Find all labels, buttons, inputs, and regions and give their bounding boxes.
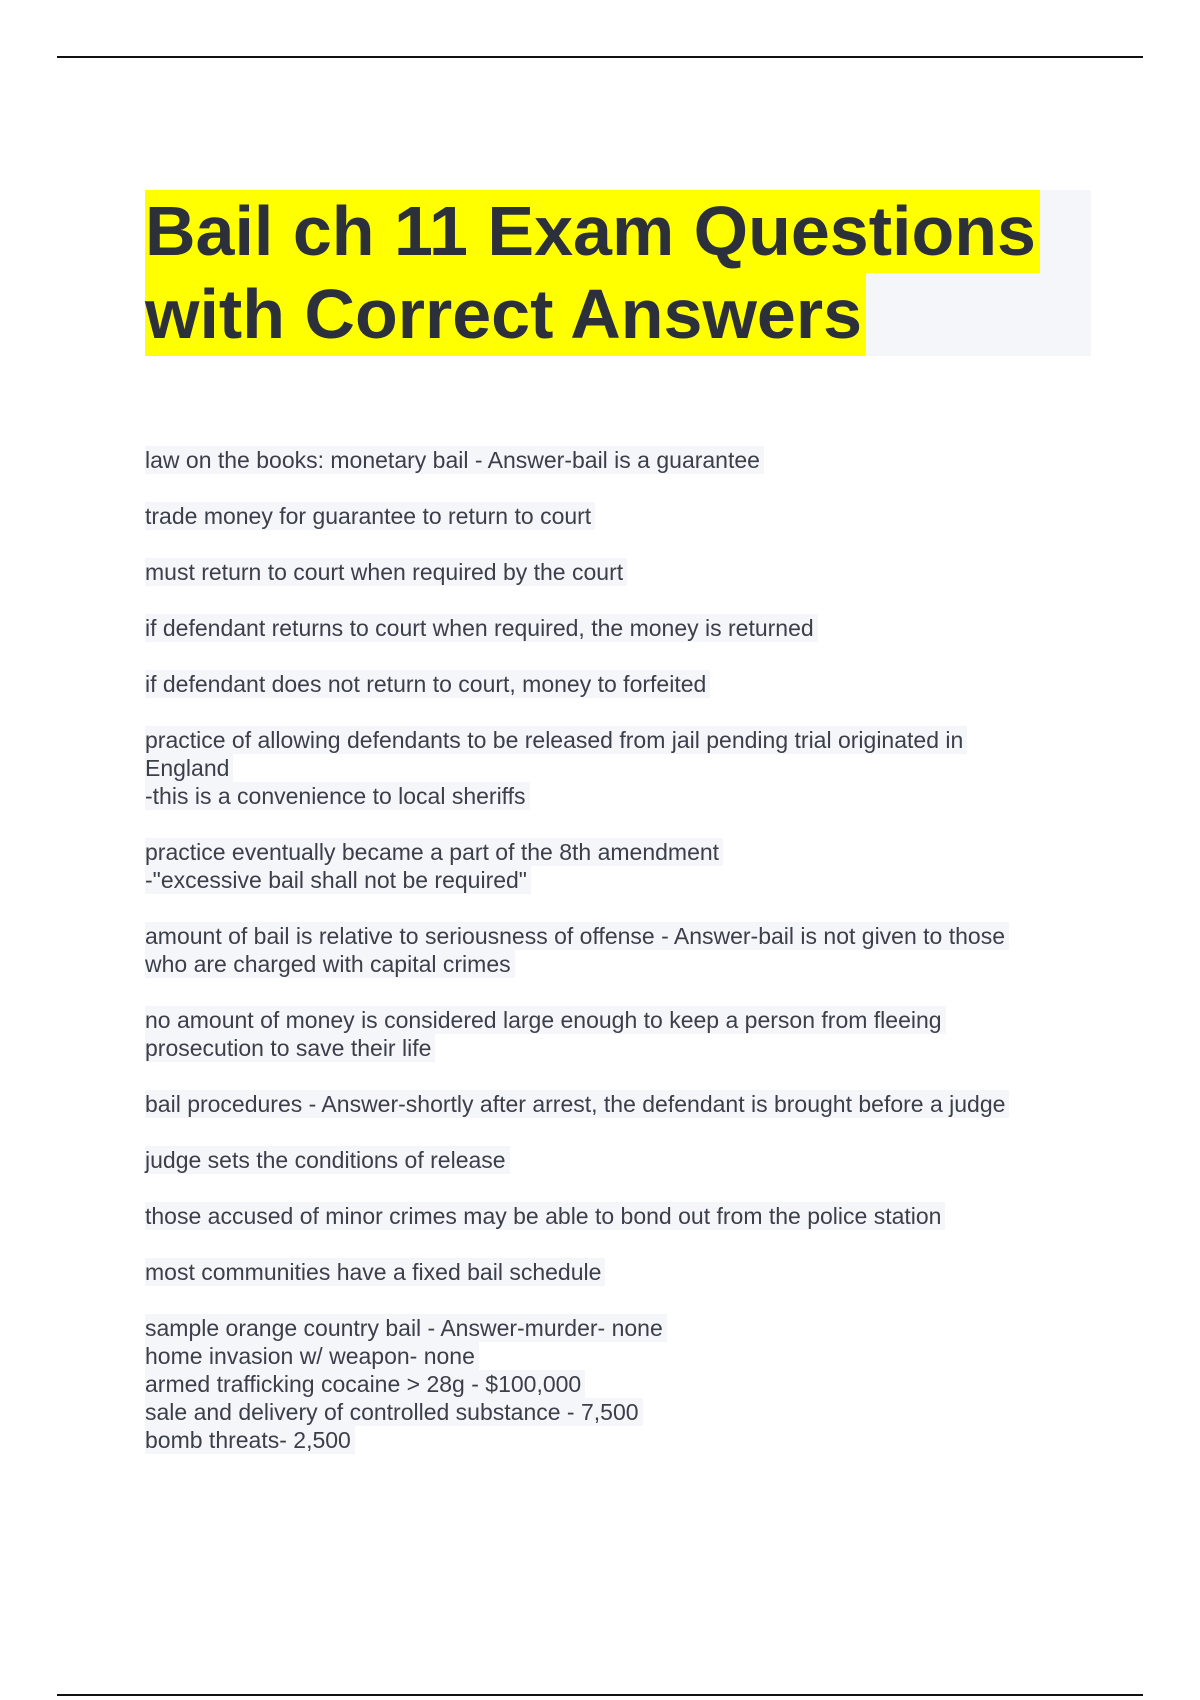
paragraph-line: sale and delivery of controlled substance - 7,500 — [145, 1398, 643, 1426]
title-line-2: with Correct Answers — [145, 273, 866, 356]
paragraph-line: if defendant does not return to court, money to forfeited — [145, 670, 710, 698]
bottom-rule — [57, 1694, 1143, 1696]
paragraph-line: home invasion w/ weapon- none — [145, 1342, 479, 1370]
paragraph-line: practice eventually became a part of the 8th amendment — [145, 838, 723, 866]
paragraph-line: sample orange country bail - Answer-murder- none — [145, 1314, 667, 1342]
paragraph-line: prosecution to save their life — [145, 1034, 435, 1062]
paragraph-line: judge sets the conditions of release — [145, 1146, 510, 1174]
qa-paragraph — [145, 1146, 1091, 1174]
qa-paragraph — [145, 1314, 1091, 1454]
qa-paragraph — [145, 502, 1091, 530]
qa-paragraph — [145, 670, 1091, 698]
qa-paragraph — [145, 726, 1091, 810]
top-rule — [57, 56, 1143, 58]
paragraph-line: if defendant returns to court when required, the money is returned — [145, 614, 818, 642]
qa-paragraph — [145, 1202, 1091, 1230]
paragraph-line: who are charged with capital crimes — [145, 950, 515, 978]
qa-paragraph — [145, 446, 1091, 474]
paragraph-line: practice of allowing defendants to be released from jail pending trial originated in — [145, 726, 967, 754]
paragraph-line: trade money for guarantee to return to court — [145, 502, 595, 530]
qa-paragraph — [145, 1006, 1091, 1062]
qa-paragraph — [145, 1090, 1091, 1118]
paragraph-line: no amount of money is considered large enough to keep a person from fleeing — [145, 1006, 946, 1034]
paragraph-line: law on the books: monetary bail - Answer-bail is a guarantee — [145, 446, 764, 474]
document-title — [145, 190, 1091, 356]
paragraph-line: armed trafficking cocaine > 28g - $100,000 — [145, 1370, 585, 1398]
document-body — [145, 446, 1091, 1482]
qa-paragraph — [145, 838, 1091, 894]
paragraph-line: bail procedures - Answer-shortly after arrest, the defendant is brought before a judge — [145, 1090, 1009, 1118]
paragraph-line: amount of bail is relative to seriousness of offense - Answer-bail is not given to those — [145, 922, 1009, 950]
paragraph-line: -this is a convenience to local sheriffs — [145, 782, 530, 810]
title-line-1: Bail ch 11 Exam Questions — [145, 190, 1040, 273]
paragraph-line: most communities have a fixed bail schedule — [145, 1258, 605, 1286]
paragraph-line: must return to court when required by the court — [145, 558, 627, 586]
qa-paragraph — [145, 558, 1091, 586]
paragraph-line: England — [145, 754, 233, 782]
paragraph-line: those accused of minor crimes may be able to bond out from the police station — [145, 1202, 945, 1230]
qa-paragraph — [145, 922, 1091, 978]
paragraph-line: -"excessive bail shall not be required" — [145, 866, 531, 894]
qa-paragraph — [145, 614, 1091, 642]
paragraph-line: bomb threats- 2,500 — [145, 1426, 355, 1454]
qa-paragraph — [145, 1258, 1091, 1286]
